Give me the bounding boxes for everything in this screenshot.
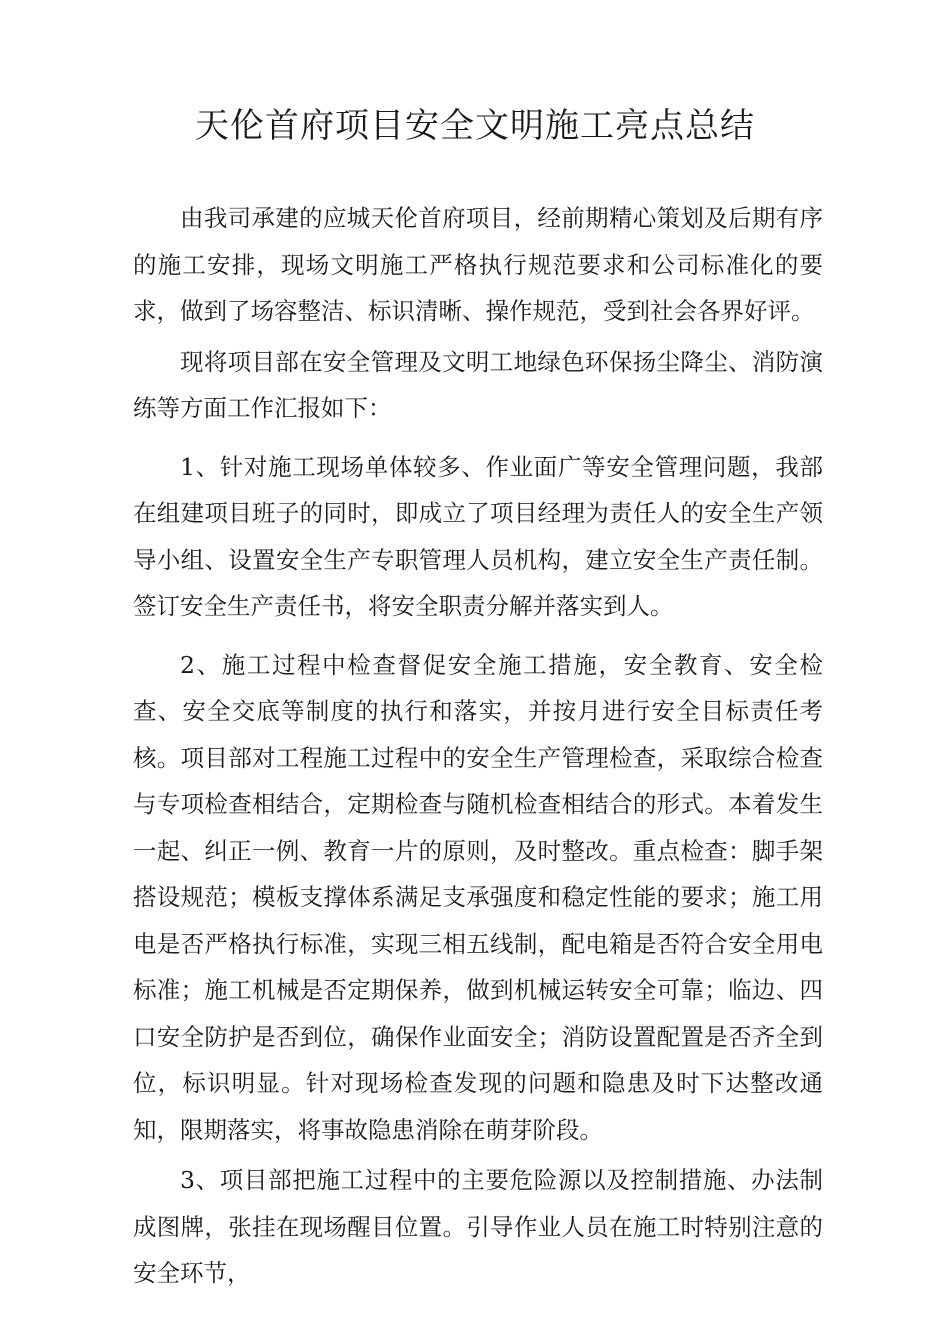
document-title: 天伦首府项目安全文明施工亮点总结	[195, 106, 755, 146]
paragraph-item-2: 2、施工过程中检查督促安全施工措施，安全教育、安全检查、安全交底等制度的执行和落实，并按月进行安全目标责任考核。项目部对工程施工过程中的安全生产管理检查，采取综合检查与专项检查相结合，定期检查与随机检查相结合的形式。本着发生一起、纠正一例、教育一片的原则，及时整改。重点检查：脚手架搭设规范；模板支撑体系满足支承强度和稳定性能的要求；施工用电是否严格执行标准，实现三相五线制，配电箱是否符合安全用电标准；施工机械是否定期保养，做到机械运转安全可靠；临边、四口安全防护是否到位，确保作业面安全；消防设置配置是否齐全到位，标识明显。针对现场检查发现的问题和隐患及时下达整改通知，限期落实，将事故隐患消除在萌芽阶段。	[133, 650, 823, 1144]
paragraph-item-3: 3、项目部把施工过程中的主要危险源以及控制措施、办法制成图牌，张挂在现场醒目位置。引导作业人员在施工时特别注意的安全环节，	[133, 1166, 823, 1287]
paragraph-intro: 由我司承建的应城天伦首府项目，经前期精心策划及后期有序的施工安排，现场文明施工严格执行规范要求和公司标准化的要求，做到了场容整洁、标识清晰、操作规范，受到社会各界好评。	[133, 204, 823, 325]
document-body	[133, 195, 823, 1297]
paragraph-item-1: 1、针对施工现场单体较多、作业面广等安全管理问题，我部在组建项目班子的同时，即成立了项目经理为责任人的安全生产领导小组、设置安全生产专职管理人员机构，建立安全生产责任制。签订安全生产责任书，将安全职责分解并落实到人。	[133, 452, 823, 620]
paragraph-report-lead: 现将项目部在安全管理及文明工地绿色环保扬尘降尘、消防演练等方面工作汇报如下：	[133, 347, 823, 422]
